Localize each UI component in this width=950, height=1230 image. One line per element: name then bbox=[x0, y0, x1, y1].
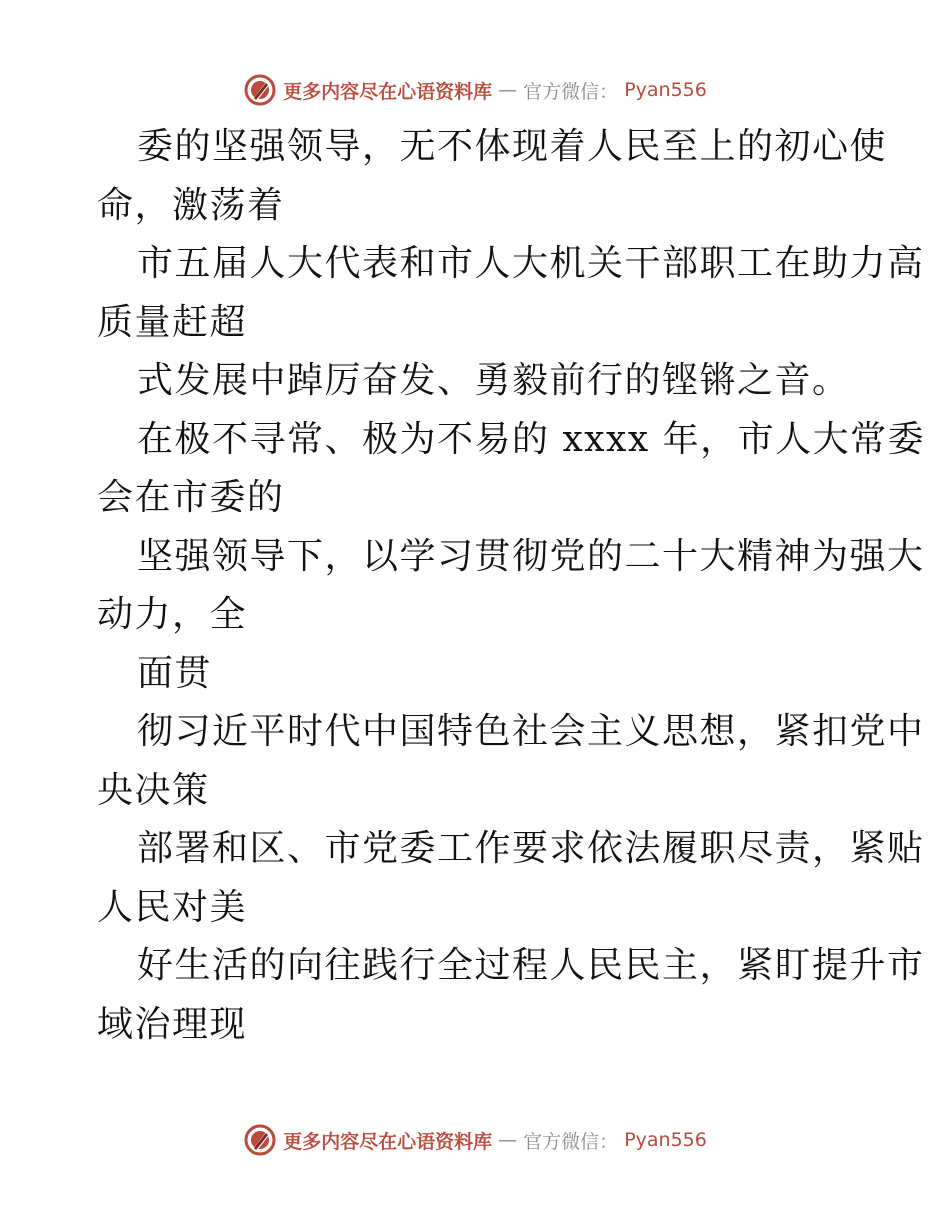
watermark-wechat-label: 官方微信： bbox=[523, 80, 619, 103]
body-line-16: 域治理现 bbox=[97, 1003, 248, 1045]
body-line-10: 面贯 bbox=[137, 652, 213, 694]
body-line-2: 命，激荡着 bbox=[97, 184, 285, 226]
watermark-brand: 更多内容尽在心语资料库 bbox=[283, 1130, 493, 1153]
pen-logo-icon bbox=[243, 73, 277, 107]
watermark-wechat-label: 官方微信： bbox=[523, 1130, 619, 1153]
body-line-11: 彻习近平时代中国特色社会主义思想，紧扣党中 bbox=[137, 711, 925, 752]
body-line-14: 人民对美 bbox=[97, 886, 248, 928]
body-line-8: 坚强领导下，以学习贯彻党的二十大精神为强大 bbox=[137, 535, 925, 577]
footer-watermark bbox=[0, 1122, 950, 1158]
watermark-brand: 更多内容尽在心语资料库 bbox=[283, 80, 493, 103]
watermark-wechat-id: Pyan556 bbox=[624, 79, 707, 101]
body-line-7: 会在市委的 bbox=[97, 477, 285, 518]
pen-logo-icon bbox=[243, 1123, 277, 1157]
body-line-5: 式发展中踔厉奋发、勇毅前行的铿锵之音。 bbox=[137, 360, 850, 401]
body-line-6: 在极不寻常、极为不易的 xxxx 年，市人大常委 bbox=[137, 418, 926, 460]
body-line-1: 委的坚强领导，无不体现着人民至上的初心使 bbox=[137, 126, 888, 167]
body-line-13: 部署和区、市党委工作要求依法履职尽责，紧贴 bbox=[137, 828, 925, 869]
body-line-3: 市五届人大代表和市人大机关干部职工在助力高 bbox=[137, 243, 925, 284]
body-line-9: 动力，全 bbox=[97, 594, 248, 635]
header-watermark bbox=[0, 72, 950, 108]
document-body bbox=[97, 118, 926, 1054]
body-line-12: 央决策 bbox=[97, 769, 210, 811]
body-line-4: 质量赶超 bbox=[97, 301, 248, 343]
watermark-separator: — bbox=[498, 79, 518, 101]
body-line-15: 好生活的向往践行全过程人民民主，紧盯提升市 bbox=[137, 945, 925, 986]
watermark-separator: — bbox=[498, 1129, 518, 1151]
watermark-wechat-id: Pyan556 bbox=[624, 1129, 707, 1151]
